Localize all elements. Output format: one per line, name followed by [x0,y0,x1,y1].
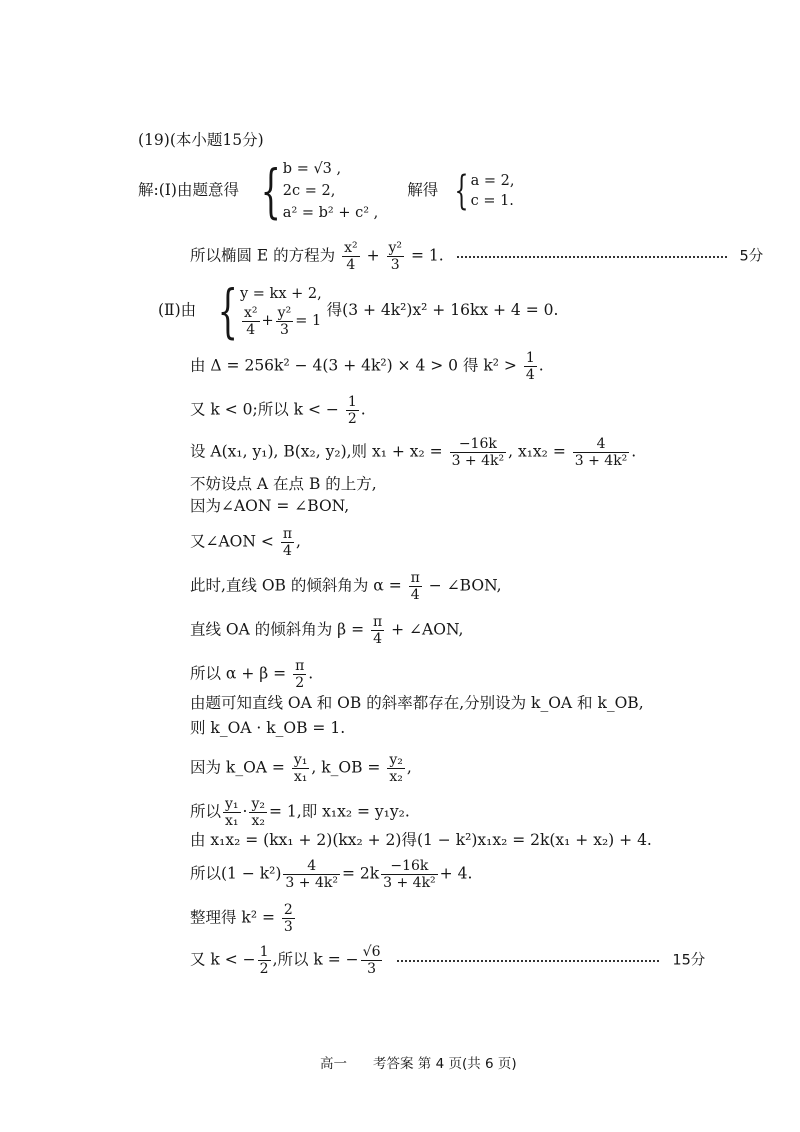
oa-angle-line: 直线 OA 的倾斜角为 β = $\frac{\pi}{4}$ + ∠AON, [190,614,464,647]
aon-line: 又∠AON < $\frac{\pi}{4}$ , [190,526,301,559]
product-equation-line: 所以 $\frac{\text{y₁}}{\text{x₁}}$ · $\frac{\text{y₂}}{\text{x₂}}$ = 1,即 x₁x₂ = y₁y₂. [190,796,410,829]
fraction: $\frac{2}{3}$ [283,902,293,935]
fraction: $\frac{\text{y²}}{3}$ [277,304,292,338]
fraction: $\frac{-16k}{\text{3 + 4k²}}$ [383,858,436,891]
score-5: 5分 [739,248,764,265]
page-footer: 高一 考答案 第 4 页(共 6 页) [320,1056,517,1072]
fraction: $\frac{\pi}{2}$ [295,658,305,691]
score-15: 15分 [672,952,706,969]
fraction: $\frac{4}{\text{3 + 4k²}}$ [285,858,338,891]
fraction: $\frac{4}{\text{3 + 4k²}}$ [574,436,628,469]
above-line: 不妨设点 A 在点 B 的上方, [190,475,377,493]
fraction: $\frac{\text{y₂}}{\text{x₂}}$ [251,796,266,829]
substituted-equation-line: 所以(1 − k²) $\frac{4}{\text{3 + 4k²}}$ = 2k $\frac{-16k}{\text{3 + 4k²}}$ + 4. [190,858,473,891]
slope-product-line: 则 k_OA · k_OB = 1. [190,719,346,737]
fraction: $\frac{-16k}{\text{3 + 4k²}}$ [451,436,505,469]
ellipse-equation-line: 所以椭圆 E 的方程为 $\frac{\text{x²}}{4}$ + $\frac{\text{y²}}{3}$ = 1. 5分 [190,240,764,273]
delta-line: 由 Δ = 256k² − 4(3 + 4k²) × 4 > 0 得 k² > $\frac{1}{4}$ . [190,350,544,383]
sum-angle-line: 所以 α + β = $\frac{\pi}{2}$ . [190,658,314,691]
final-answer-line: 又 k < − $\frac{1}{2}$ ,所以 k = − $\frac{√6}{3}$ 15分 [190,944,706,977]
fraction: $\frac{1}{2}$ [347,394,357,427]
part1-result-system: { a = 2, c = 1. [454,168,515,214]
dot-leader [457,256,727,258]
dot-leader [397,960,659,962]
part1-system [138,158,514,224]
fraction: $\frac{\text{x²}}{4}$ [344,240,358,273]
fraction: $\frac{1}{2}$ [259,944,269,977]
fraction: $\frac{\text{y₁}}{\text{x₁}}$ [293,752,308,785]
substitution-line: 由 x₁x₂ = (kx₁ + 2)(kx₂ + 2)得(1 − k²)x₁x₂ = 2k(x₁ + x₂) + 4. [190,831,652,849]
fraction: $\frac{\text{y₂}}{\text{x₂}}$ [389,752,403,785]
part1-equation-system: { b = √3 , 2c = 2, a² = b² + c² , [260,157,379,225]
slope-def-line: 因为 k_OA = $\frac{\text{y₁}}{\text{x₁}}$ , k_OB = $\frac{\text{y₂}}{\text{x₂}}$ , [190,752,412,785]
solve-label: 解得 [407,181,439,199]
fraction: $\frac{1}{4}$ [525,350,535,383]
fraction: $\frac{\pi}{4}$ [282,526,293,559]
part1-lead: 解:(Ⅰ)由题意得 [138,181,239,199]
fraction: $\frac{\text{x²}}{4}$ [243,304,258,338]
vieta-line: 设 A(x₁, y₁), B(x₂, y₂),则 x₁ + x₂ = $\frac{-16k}{\text{3 + 4k²}}$ , x₁x₂ = $\frac{4}{\text{3 + 4k²}}$ . [190,436,637,469]
problem-header: (19)(本小题15分) [138,131,264,149]
fraction: $\frac{√6}{3}$ [362,944,381,977]
k-negative-line: 又 k < 0;所以 k < − $\frac{1}{2}$ . [190,394,366,427]
angle-equal-line: 因为∠AON = ∠BON, [190,497,350,515]
fraction: $\frac{\text{y₁}}{\text{x₁}}$ [225,796,239,829]
part2-system-line: (Ⅱ)由 { y = kx + 2, $\frac{\text{x²}}{4}$ + $\frac{\text{y²}}{3}$ = 1 得(3 + 4k²)x² + 16kx + 4 = 0. [158,277,559,345]
slope-exist-line: 由题可知直线 OA 和 OB 的斜率都存在,分别设为 k_OA 和 k_OB, [190,694,644,712]
fraction: $\frac{\text{y²}}{3}$ [388,240,403,273]
part2-equation-system: { y = kx + 2, $\frac{\text{x²}}{4}$ + $\frac{\text{y²}}{3}$ = 1 [217,277,322,345]
fraction: $\frac{\pi}{4}$ [373,614,383,647]
tidy-line: 整理得 k² = $\frac{2}{3}$ [190,902,293,935]
ob-angle-line: 此时,直线 OB 的倾斜角为 α = $\frac{\pi}{4}$ − ∠BON, [190,570,502,603]
fraction: $\frac{\pi}{4}$ [410,570,420,603]
